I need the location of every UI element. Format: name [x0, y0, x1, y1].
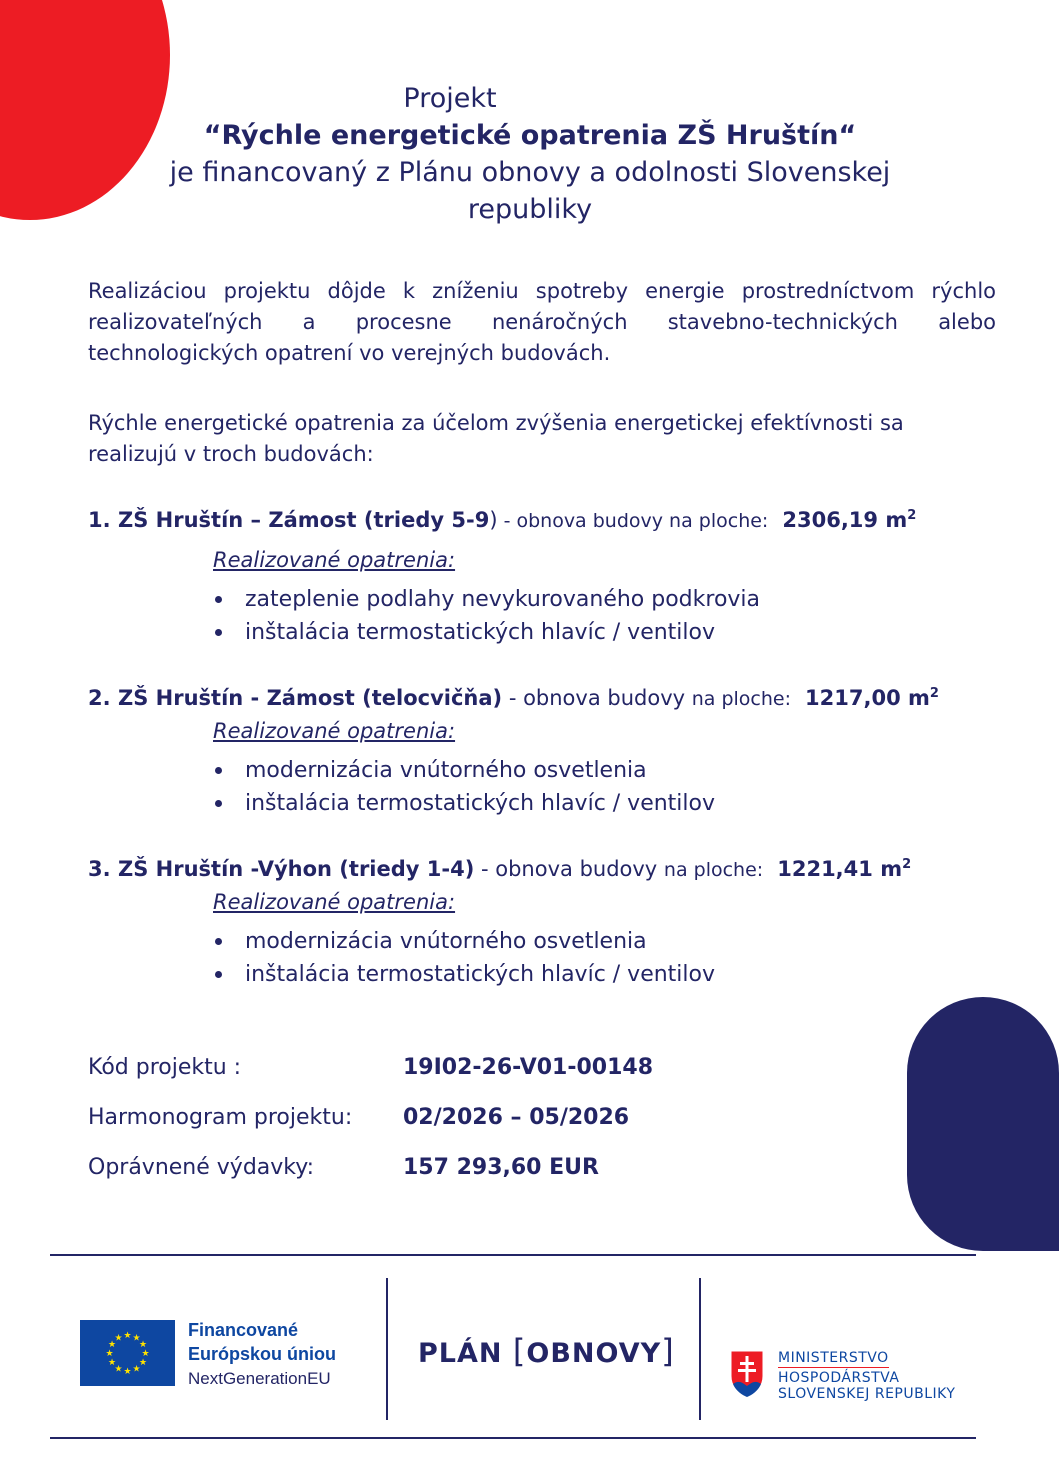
navy-decorative-shape — [907, 997, 1059, 1251]
ministry-logo-text — [778, 1350, 955, 1402]
footer-bottom-divider — [50, 1437, 976, 1439]
ministry-line-1: MINISTERSTVO — [778, 1350, 889, 1366]
info-value: 02/2026 – 05/2026 — [403, 1105, 630, 1130]
eu-stars-icon — [80, 1320, 175, 1386]
eu-flag-icon — [80, 1320, 175, 1386]
building-1-heading — [88, 508, 916, 532]
building-2-number: 2. — [88, 686, 111, 710]
info-row-expenses — [88, 1155, 599, 1180]
bracket-right-icon: ] — [661, 1332, 675, 1370]
eu-line-3: NextGenerationEU — [188, 1369, 331, 1388]
svg-text:★: ★ — [107, 1340, 117, 1350]
building-2-desc-small: na ploche: — [691, 688, 798, 710]
slovak-coat-of-arms-icon — [730, 1350, 764, 1398]
svg-text:★: ★ — [114, 1333, 123, 1344]
building-2-name: ZŠ Hruštín - Zámost (telocvičňa) — [118, 686, 503, 710]
building-3-desc-small: na ploche: — [663, 859, 770, 881]
info-row-schedule — [88, 1105, 629, 1130]
list-item — [213, 616, 760, 649]
building-3-name: ZŠ Hruštín -Výhon (triedy 1-4) — [118, 857, 475, 881]
info-value: 157 293,60 EUR — [403, 1155, 599, 1180]
building-2-area — [805, 686, 939, 710]
building-1-desc: - obnova budovy na ploche: — [497, 510, 775, 532]
title-line-republic: republiky — [467, 194, 593, 225]
building-1-measures-title: Realizované opatrenia: — [213, 548, 456, 572]
svg-text:★: ★ — [138, 1358, 148, 1368]
svg-text:★: ★ — [114, 1364, 123, 1375]
building-1-measures-list — [213, 583, 760, 649]
ministry-line-3: SLOVENSKEJ REPUBLIKY — [778, 1386, 956, 1402]
svg-text:★: ★ — [138, 1340, 148, 1350]
building-2-area-value: 1217,00 m — [805, 686, 930, 710]
svg-text:★: ★ — [132, 1333, 141, 1344]
svg-text:★: ★ — [105, 1349, 114, 1359]
list-item — [213, 754, 715, 787]
svg-text:★: ★ — [141, 1349, 150, 1359]
building-2-heading — [88, 686, 939, 710]
building-3-area-value: 1221,41 m — [777, 857, 903, 881]
list-item — [213, 787, 715, 820]
svg-text:★: ★ — [123, 1331, 132, 1341]
info-label: Harmonogram projektu: — [88, 1105, 353, 1130]
bullet-icon — [215, 767, 222, 774]
building-1-name: ZŠ Hruštín – Zámost (triedy 5-9 — [118, 508, 490, 532]
list-item — [213, 583, 760, 616]
measure-text: inštalácia termostatických hlavíc / ventilov — [245, 620, 716, 645]
measure-text: inštalácia termostatických hlavíc / ventilov — [245, 791, 716, 816]
building-1-area-unit-sup: 2 — [907, 508, 917, 523]
building-1-number: 1. — [88, 508, 111, 532]
building-1-name-tail: ) — [489, 508, 498, 532]
info-value: 19I02-26-V01-00148 — [403, 1055, 654, 1080]
plan-logo-left: PLÁN — [418, 1338, 503, 1369]
list-item — [213, 958, 715, 991]
building-2-area-unit-sup: 2 — [929, 686, 939, 701]
eu-line-2: Európskou úniou — [188, 1344, 336, 1364]
building-3-heading — [88, 857, 911, 881]
measure-text: modernizácia vnútorného osvetlenia — [245, 758, 647, 783]
bullet-icon — [215, 938, 222, 945]
building-3-measures-title: Realizované opatrenia: — [213, 890, 456, 914]
footer-vertical-divider-2 — [699, 1278, 701, 1420]
svg-text:★: ★ — [132, 1364, 141, 1375]
building-3-number: 3. — [88, 857, 111, 881]
bullet-icon — [215, 800, 222, 807]
building-2-measures-title: Realizované opatrenia: — [213, 719, 456, 743]
measure-text: inštalácia termostatických hlavíc / ventilov — [245, 962, 716, 987]
building-1-area-value: 2306,19 m — [782, 508, 908, 532]
svg-text:★: ★ — [107, 1358, 117, 1368]
title-project-name: “Rýchle energetické opatrenia ZŠ Hruštín“ — [203, 120, 857, 151]
info-label: Oprávnené výdavky: — [88, 1155, 315, 1180]
ministry-line-2: HOSPODÁRSTVA — [778, 1370, 900, 1386]
eu-funding-text — [188, 1318, 336, 1392]
bracket-left-icon: [ — [512, 1332, 527, 1370]
eu-line-1: Financované — [188, 1320, 299, 1340]
page-title — [150, 80, 910, 228]
list-item — [213, 925, 715, 958]
measure-text: zateplenie podlahy nevykurovaného podkrovia — [245, 587, 761, 612]
building-3-area-unit-sup: 2 — [902, 857, 912, 872]
building-2-desc: - obnova budovy — [502, 686, 692, 710]
title-line-projekt: Projekt — [403, 83, 497, 114]
bullet-icon — [215, 971, 222, 978]
footer-top-divider — [50, 1254, 976, 1256]
info-label: Kód projektu : — [88, 1055, 242, 1080]
plan-logo-right: OBNOVY — [526, 1338, 662, 1369]
bullet-icon — [215, 629, 222, 636]
intro-paragraph: Realizáciou projektu dôjde k zníženiu spotreby energie prostredníctvom rýchlo realizovateľných a procesne nenáročných stavebno-technických alebo technologických opatrení vo verejných budovách. — [88, 279, 996, 365]
footer-vertical-divider-1 — [386, 1278, 388, 1420]
building-1-area — [782, 508, 916, 532]
svg-text:★: ★ — [123, 1367, 132, 1377]
title-line-financing: je financovaný z Plánu obnovy a odolnosti Slovenskej — [169, 157, 891, 188]
red-decorative-circle — [0, 0, 170, 220]
building-2-measures-list — [213, 754, 715, 820]
plan-obnovy-logo — [418, 1332, 675, 1370]
bullet-icon — [215, 596, 222, 603]
building-3-area — [777, 857, 911, 881]
building-3-desc: - obnova budovy — [474, 857, 664, 881]
building-3-measures-list — [213, 925, 715, 991]
measure-text: modernizácia vnútorného osvetlenia — [245, 929, 647, 954]
info-row-project-code — [88, 1055, 653, 1080]
intro-paragraph-2: Rýchle energetické opatrenia za účelom zvýšenia energetickej efektívnosti sa realizujú v troch budovách: — [88, 411, 904, 466]
